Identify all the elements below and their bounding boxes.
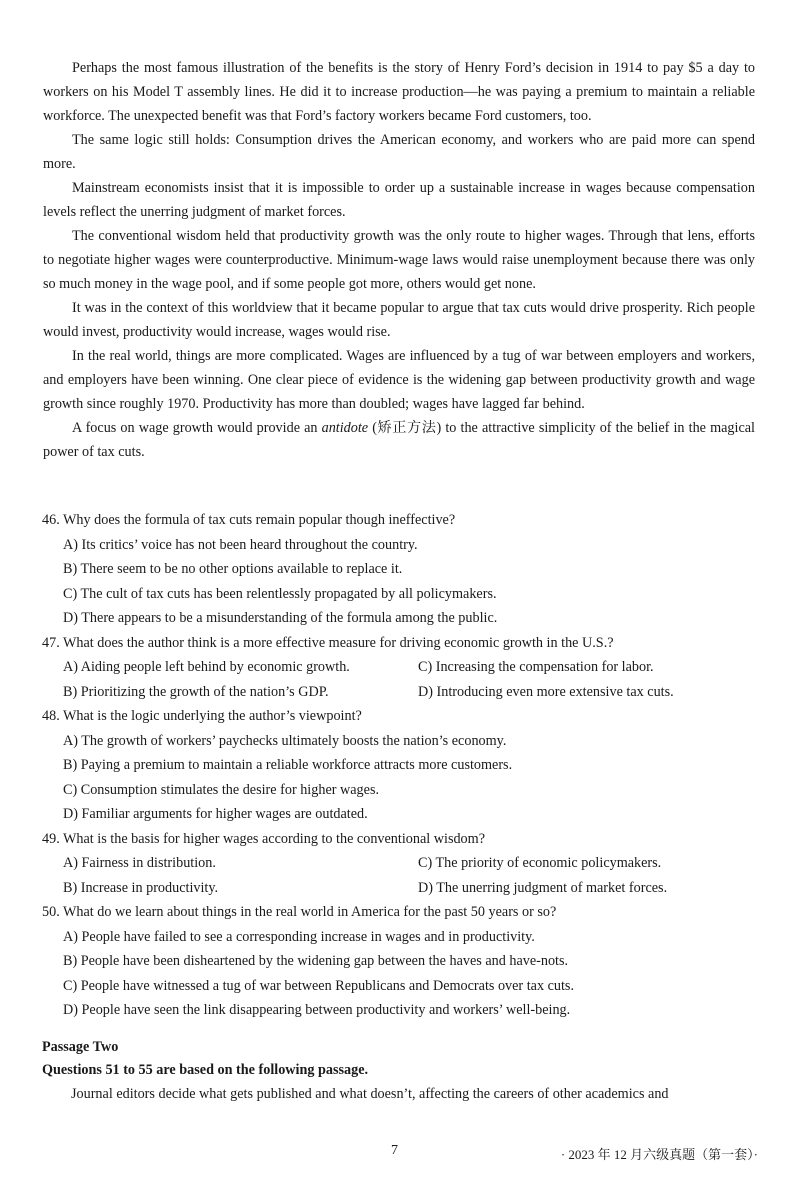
question-stem: 47. What does the author think is a more effective measure for driving economic growth in the U.S.? — [42, 634, 614, 651]
option-row — [63, 655, 754, 680]
option-a: A) Its critics’ voice has not been heard throughout the country. — [63, 536, 418, 553]
chinese-gloss: (矫正方法) — [368, 420, 446, 436]
question-stem: 50. What do we learn about things in the real world in America for the past 50 years or so? — [42, 904, 557, 920]
option-b: B) Prioritizing the growth of the nation’s GDP. — [63, 683, 329, 700]
option-c: C) The priority of economic policymakers. — [418, 855, 662, 871]
option-b: B) Paying a premium to maintain a reliable workforce attracts more customers. — [63, 757, 513, 773]
paragraph: Mainstream economists insist that it is impossible to order up a sustainable increase in wages because compensation levels reflect the unerring judgment of market forces. — [43, 180, 755, 220]
text-run: to the attractive simplicity of the belief in the magical power of tax cuts. — [43, 420, 755, 460]
question-list — [42, 508, 754, 1023]
option-b: B) People have been disheartened by the widening gap between the haves and have-nots. — [63, 953, 569, 969]
option-c: C) Increasing the compensation for labor. — [418, 659, 654, 675]
option-a: A) Fairness in distribution. — [63, 855, 216, 871]
question-47 — [42, 631, 754, 705]
question-46 — [42, 508, 754, 631]
option-d: D) People have seen the link disappearing between productivity and workers’ well-being. — [63, 1002, 571, 1018]
option-b: B) Increase in productivity. — [63, 879, 219, 896]
option-d: D) The unerring judgment of market forces. — [418, 879, 668, 896]
paragraph-antidote — [43, 416, 755, 464]
passage-two-instruction: Questions 51 to 55 are based on the following passage. — [42, 1062, 369, 1078]
paragraph: The same logic still holds: Consumption drives the American economy, and workers who are paid more can spend more. — [43, 132, 755, 172]
option-b: B) There seem to be no other options available to replace it. — [63, 561, 403, 577]
option-row — [63, 876, 754, 901]
paragraph: Journal editors decide what gets published and what doesn’t, affecting the careers of other academics and — [71, 1086, 669, 1102]
option-row — [63, 851, 754, 876]
passage-one-body — [43, 56, 755, 464]
italic-term: antidote — [321, 420, 369, 436]
question-50 — [42, 900, 754, 1023]
paragraph: The conventional wisdom held that productivity growth was the only route to higher wages. Through that lens, efforts to negotiate higher wages were counterproductive. Minimum-wage laws would raise unemployment because there was only so much money in the wage pool, and if some people got more, others would get none. — [43, 228, 755, 292]
text-run: A focus on wage growth would provide an — [72, 420, 322, 436]
option-row — [63, 680, 754, 705]
exam-source-label: · 2023 年 12 月六级真题（第一套）· — [560, 1147, 758, 1162]
question-48 — [42, 704, 754, 827]
question-49 — [42, 827, 754, 901]
option-a: A) The growth of workers’ paychecks ultimately boosts the nation’s economy. — [63, 732, 507, 749]
passage-two — [42, 1036, 754, 1106]
option-c: C) Consumption stimulates the desire for higher wages. — [63, 781, 380, 798]
option-a: A) People have failed to see a corresponding increase in wages and in productivity. — [63, 928, 535, 945]
paragraph: It was in the context of this worldview that it became popular to argue that tax cuts would drive prosperity. Rich people would invest, productivity would increase, wages would rise. — [43, 300, 755, 340]
option-d: D) Introducing even more extensive tax cuts. — [418, 683, 674, 700]
passage-two-title: Passage Two — [42, 1039, 119, 1055]
paragraph: In the real world, things are more complicated. Wages are influenced by a tug of war between employers and workers, and employers have been winning. One clear piece of evidence is the widening gap between productivity growth and wage growth since roughly 1970. Productivity has more than doubled; wages have lagged far behind. — [43, 348, 755, 412]
option-c: C) The cult of tax cuts has been relentlessly propagated by all policymakers. — [63, 585, 497, 602]
option-a: A) Aiding people left behind by economic growth. — [63, 659, 350, 675]
paragraph: Perhaps the most famous illustration of the benefits is the story of Henry Ford’s decision in 1914 to pay $5 a day to workers on his Model T assembly lines. He did it to increase production—he was paying a premium to maintain a reliable workforce. The unexpected benefit was that Ford’s factory workers became Ford customers, too. — [43, 60, 755, 124]
option-c: C) People have witnessed a tug of war between Republicans and Democrats over tax cuts. — [63, 977, 574, 994]
question-stem: 46. Why does the formula of tax cuts remain popular though ineffective? — [42, 512, 456, 528]
page-number: 7 — [391, 1143, 398, 1158]
question-stem: 48. What is the logic underlying the author’s viewpoint? — [42, 708, 362, 724]
option-d: D) There appears to be a misunderstanding of the formula among the public. — [63, 610, 498, 626]
question-stem: 49. What is the basis for higher wages according to the conventional wisdom? — [42, 830, 485, 847]
option-d: D) Familiar arguments for higher wages are outdated. — [63, 806, 368, 822]
